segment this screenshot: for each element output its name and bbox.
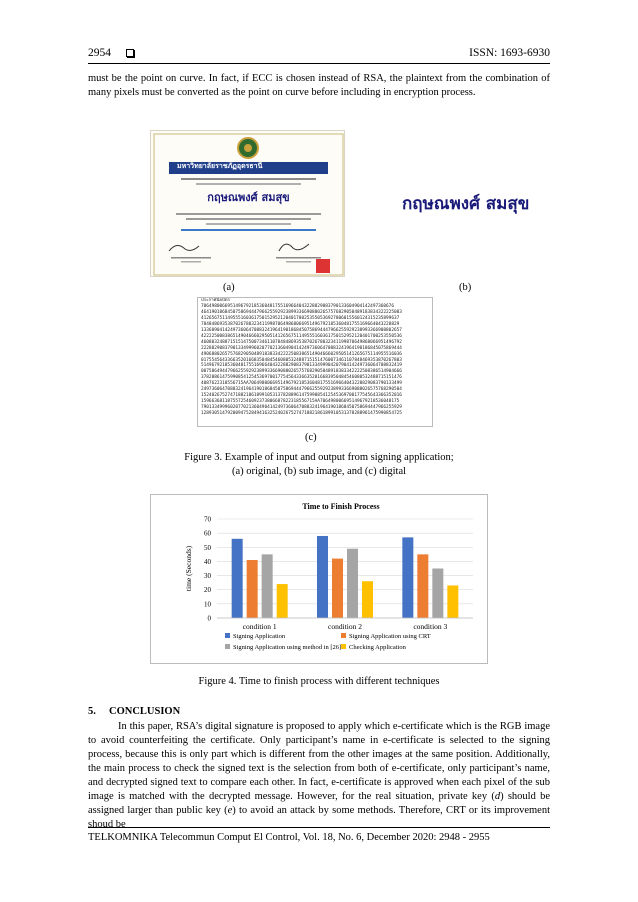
label-a: (a): [223, 282, 235, 293]
bar: [317, 536, 328, 618]
x-tick-label: condition 1: [242, 622, 277, 631]
bar: [262, 554, 273, 618]
digital-line: ประกาศนียบัตร: [201, 298, 230, 303]
sub-image-name: กฤษณพงศ์ สมสุข: [402, 194, 530, 214]
bar: [347, 549, 358, 618]
digital-line: 5149679218536048175516966404322882908379013349990420790414249736064708832419: [201, 363, 402, 369]
label-c: (c): [305, 432, 317, 443]
y-tick-label: 60: [204, 529, 211, 538]
intro-paragraph: must be the point on curve. In fact, if ECC is chosen instead of RSA, the plaintext from the combination of many pixels must be converted as the point on curve before including in encryption process.: [88, 73, 550, 98]
legend-label: Checking Application: [349, 644, 406, 651]
certificate-heading: มหาวิทยาลัยราชภัฏอุดรธานี: [177, 162, 263, 170]
certificate-name: กฤษณพงศ์ สมสุข: [207, 191, 290, 204]
certificate-image: [150, 130, 345, 277]
conclusion-text-2: ) should be assigned larger than public key (: [88, 791, 550, 816]
bar: [432, 569, 443, 619]
bar: [247, 560, 258, 618]
label-b: (b): [459, 282, 472, 293]
legend-swatch: [225, 644, 230, 649]
digital-line: 1524026752747188218618991053137828896147599085412545369700177545643366352016: [201, 393, 402, 399]
y-tick-label: 20: [204, 586, 211, 595]
y-tick-label: 10: [204, 600, 211, 609]
y-tick-label: 0: [207, 614, 211, 623]
private-key-symbol: d: [494, 791, 501, 802]
digital-line: 0175545643366352016683504845460805324887151514760073461107848469353870267803: [201, 357, 402, 363]
footer-rule: [88, 827, 550, 828]
legend-label: Signing Application using method in [26]: [233, 644, 342, 651]
digital-line: 4906880265757682905048918383342222508386514904666029505141265675114955516036: [201, 351, 402, 357]
digital-output-image: [197, 297, 433, 427]
bar-chart: [151, 495, 487, 663]
digital-line: 4608032488715151475007346110784848693538702678032341199870649868066951496792: [201, 339, 402, 345]
header-square-icon: [126, 49, 134, 57]
chart-title: Time to Finish Process: [302, 502, 380, 511]
digital-line: 2228829083790133499960207702136049041424973606470883241964190186845075869444: [201, 345, 402, 351]
footer-citation: TELKOMNIKA Telecommun Comput El Control, Vol. 18, No. 6, December 2020: 2948 - 2955: [88, 832, 490, 843]
section-title: 5. CONCLUSION: [88, 706, 181, 717]
digital-lines: [198, 298, 432, 417]
legend-swatch: [341, 644, 346, 649]
digital-line: 1596636811875572546092373806687822318556715AA706498006695149679218536048175: [201, 399, 400, 405]
digital-line: 4087622318556715AA7064980066951496792185360481755169664043228829083790133499: [201, 381, 402, 387]
digital-line: 2497360647088324196419018684507586944479662559292389933669088026575768290504: [201, 387, 402, 393]
figure4-caption: Figure 4. Time to finish process with different techniques: [198, 676, 440, 687]
conclusion-paragraph: [88, 720, 550, 832]
conclusion-text-3: ) to avoid an attack by some methods. Therefore, CRT or its improvement shoud be: [88, 805, 550, 830]
legend-swatch: [341, 633, 346, 638]
conclusion-text-1: In this paper, RSA’s digital signature is proposed to apply which e-certificate which is the RGB image to avoid counterfeiting the certificate. Only participant’s name in e-certificate is selected to the signing process, because this is only part which is different from the other images at the same position. Additionally, the main process to check the signed text is the selection from both of e-certificate, only participant’s name, and decrypted signed text to compare each other. In fact, e-certificate is approved when each pixel of the sub image is matched with the decrypted message. However, for the real situation, private key (: [88, 721, 550, 802]
x-tick-label: condition 3: [413, 622, 448, 631]
figure4-chart: [150, 494, 488, 664]
figure3-caption-line1: Figure 3. Example of input and output from signing application;: [184, 452, 454, 463]
y-tick-label: 50: [204, 543, 211, 552]
figure3-caption-line2: (a) original, (b) sub image, and (c) digital: [231, 466, 407, 477]
legend-label: Signing Application: [233, 633, 286, 640]
y-tick-label: 40: [204, 557, 211, 566]
x-tick-label: condition 2: [328, 622, 362, 631]
public-key-symbol: e: [227, 805, 233, 816]
bar: [447, 585, 458, 618]
bar: [402, 537, 413, 618]
digital-line: 0075864944796625592923899336690880265757682905048918383342222508386514904666: [201, 369, 402, 375]
y-tick-label: 70: [204, 515, 211, 524]
digital-line: 4641901868450758694447966255929238993366908802657576829050489183834322225083: [201, 309, 402, 315]
bar: [277, 584, 288, 618]
y-tick-label: 30: [204, 572, 211, 581]
digital-line: 7901334999602077021360490414249736064708832419641901868450758694447966255929: [201, 405, 402, 411]
digital-line: 412656751149555160361750152952120401700253550536927806015560124315235899637: [201, 315, 400, 321]
legend-label: Signing Application using CRT: [349, 633, 431, 640]
digital-line: 4222250083865149046660295051412656751149555160361750152952120401700253550536: [201, 333, 402, 339]
issn: ISSN: 1693-6930: [469, 47, 550, 59]
page-number: 2954: [88, 47, 111, 59]
bar: [362, 581, 373, 618]
digital-line: 1289305147920094752849416325240267527471882186189910531378288961475990854725: [201, 411, 402, 417]
header-rule: [88, 63, 550, 64]
bar: [232, 539, 243, 618]
bar: [417, 554, 428, 618]
bar: [332, 559, 343, 618]
legend-swatch: [225, 633, 230, 638]
digital-line: 784848693538702678032341199870649868066951496792185360481755169664043228829: [201, 321, 400, 327]
digital-line: 3782886147599085412545369700177545643366352016683950484546080532488715151476: [201, 375, 402, 381]
y-axis-label: time (Seconds): [184, 545, 193, 592]
digital-line: 7064980066951496792185360481755169664043228829083790133604904142497360676: [201, 303, 394, 309]
digital-line: 1336090414249736064708832419641901868450758694447966255929238993366908802657: [201, 327, 402, 333]
